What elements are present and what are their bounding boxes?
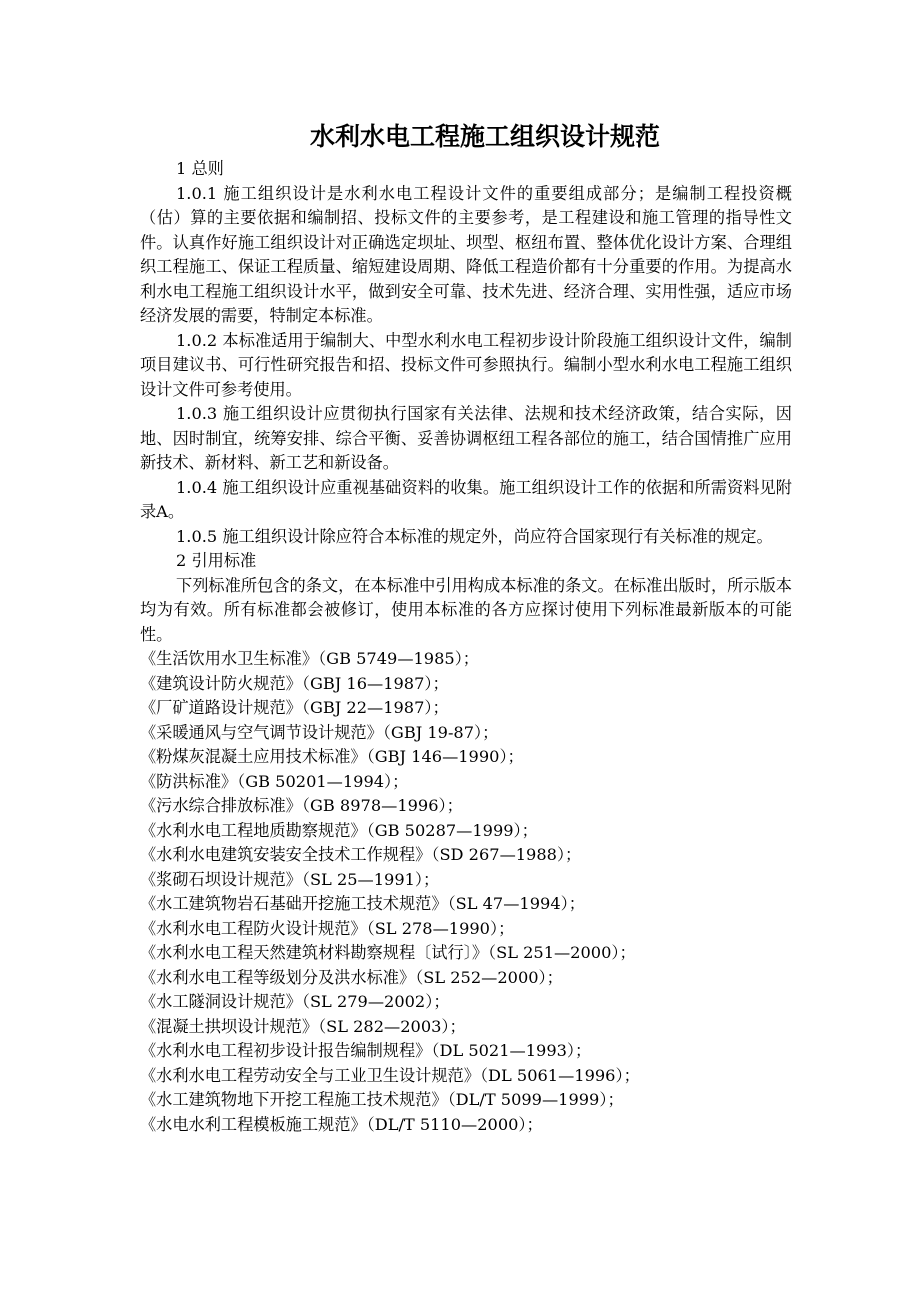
clause-1-0-1: 1.0.1 施工组织设计是水利水电工程设计文件的重要组成部分；是编制工程投资概（估）算的主要依据和编制招、投标文件的主要参考，是工程建设和施工管理的指导性文件。认真作好施工组织设计对正确选定坝址、坝型、枢纽布置、整体优化设计方案、合理组织工程施工、保证工程质量、缩短建设周期、降低工程造价都有十分重要的作用。为提高水利水电工程施工组织设计水平，做到安全可靠、技术先进、经济合理、实用性强，适应市场经济发展的需要，特制定本标准。 <box>140 183 792 325</box>
reference-item: 《厂矿道路设计规范》（GBJ 22—1987）； <box>140 698 449 717</box>
clause-1-0-3: 1.0.3 施工组织设计应贯彻执行国家有关法律、法规和技术经济政策，结合实际，因地、因时制宜，统筹安排、综合平衡、妥善协调枢纽工程各部位的施工，结合国情推广应用新技术、新材料、新工艺和新设备。 <box>140 404 792 472</box>
document-body <box>140 157 792 1137</box>
reference-item: 《生活饮用水卫生标准》（GB 5749—1985）； <box>140 649 479 668</box>
reference-item: 《采暖通风与空气调节设计规范》（GBJ 19-87）； <box>140 722 499 742</box>
section-1-heading: 1 总则 <box>176 159 224 178</box>
reference-item: 《浆砌石坝设计规范》（SL 25—1991）； <box>140 869 440 889</box>
clause-1-0-2: 1.0.2 本标准适用于编制大、中型水利水电工程初步设计阶段施工组织设计文件，编制项目建议书、可行性研究报告和招、投标文件可参照执行。编制小型水利水电工程施工组织设计文件可参考使用。 <box>140 330 792 399</box>
section-2-intro: 下列标准所包含的条文，在本标准中引用构成本标准的条文。在标准出版时，所示版本均为有效。所有标准都会被修订，使用本标准的各方应探讨使用下列标准最新版本的可能性。 <box>140 575 792 644</box>
section-2-heading: 2 引用标准 <box>176 551 257 570</box>
reference-item: 《防洪标准》（GB 50201—1994）； <box>140 771 409 791</box>
reference-item: 《水电水利工程模板施工规范》（DL/T 5110—2000）； <box>140 1114 543 1134</box>
clause-1-0-4: 1.0.4 施工组织设计应重视基础资料的收集。施工组织设计工作的依据和所需资料见附录A。 <box>140 477 792 521</box>
reference-item: 《水工建筑物岩石基础开挖施工技术规范》（SL 47—1994）； <box>140 894 585 913</box>
reference-item: 《水利水电工程防火设计规范》（SL 278—1990）； <box>140 918 515 938</box>
reference-item: 《水工隧洞设计规范》（SL 279—2002）； <box>140 992 450 1011</box>
reference-item: 《水工建筑物地下开挖工程施工技术规范》（DL/T 5099—1999）； <box>140 1090 624 1109</box>
reference-item: 《污水综合排放标准》（GB 8978—1996）； <box>140 796 463 815</box>
reference-item: 《混凝土拱坝设计规范》（SL 282—2003）； <box>140 1016 466 1036</box>
reference-item: 《粉煤灰混凝土应用技术标准》（GBJ 146—1990）； <box>140 747 524 766</box>
reference-item: 《水利水电工程地质勘察规范》（GB 50287—1999）； <box>140 820 538 840</box>
reference-item: 《建筑设计防火规范》（GBJ 16—1987）； <box>140 673 449 693</box>
reference-list <box>140 647 792 1137</box>
reference-item: 《水利水电工程天然建筑材料勘察规程〔试行〕》（SL 251—2000）； <box>140 943 636 962</box>
reference-item: 《水利水电工程初步设计报告编制规程》（DL 5021—1993）； <box>140 1041 592 1060</box>
document-title: 水利水电工程施工组织设计规范 <box>309 122 660 151</box>
clause-1-0-5: 1.0.5 施工组织设计除应符合本标准的规定外，尚应符合国家现行有关标准的规定。 <box>176 526 773 546</box>
reference-item: 《水利水电建筑安装安全技术工作规程》（SD 267—1988）； <box>140 845 582 864</box>
reference-item: 《水利水电工程劳动安全与工业卫生设计规范》（DL 5061—1996）； <box>140 1065 640 1085</box>
reference-item: 《水利水电工程等级划分及洪水标准》（SL 252—2000）； <box>140 967 563 987</box>
